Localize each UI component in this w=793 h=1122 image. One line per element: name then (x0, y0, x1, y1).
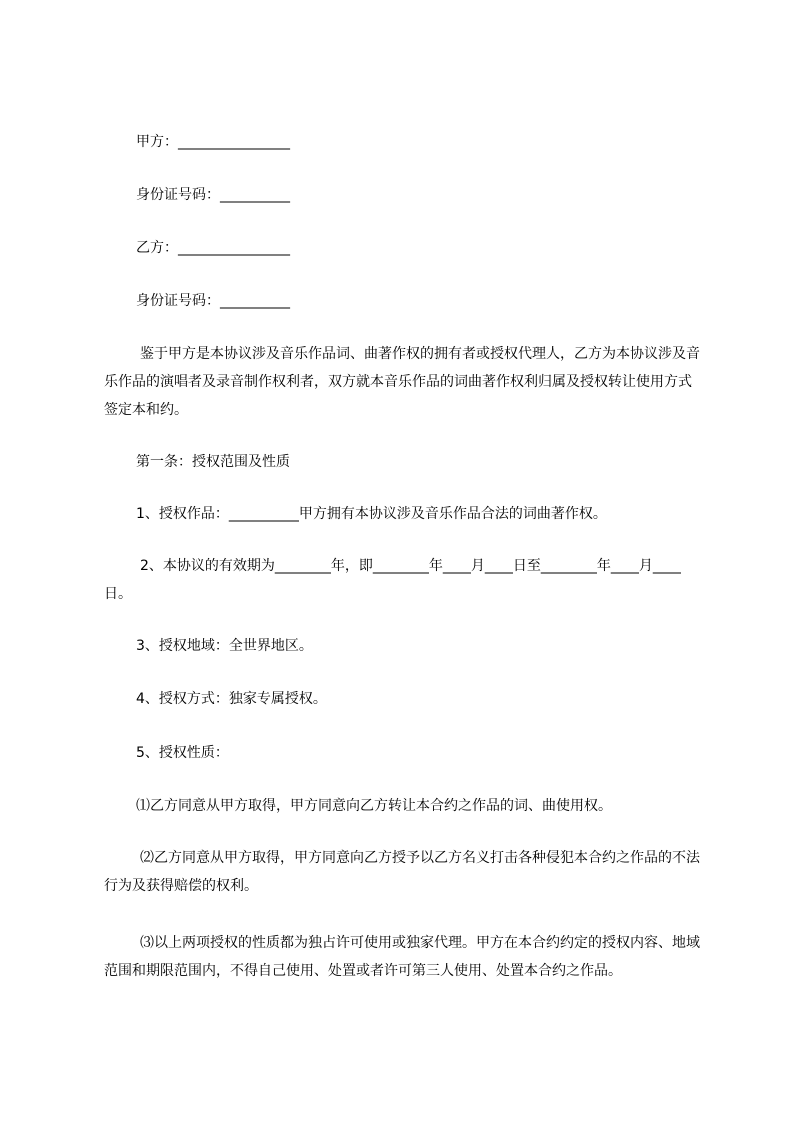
item-5-nature: 5、授权性质： (136, 745, 229, 761)
party-a-id-line: 身份证号码：__________ (136, 187, 290, 203)
preamble-paragraph: 鉴于甲方是本协议涉及音乐作品词、曲著作权的拥有者或授权代理人，乙方为本协议涉及音乐作品的演唱者及录音制作权利者，双方就本音乐作品的词曲著作权利归属及授权转让使用方式签定本和约。 (104, 346, 700, 418)
sub-item-1: ⑴乙方同意从甲方取得，甲方同意向乙方转让本合约之作品的词、曲使用权。 (136, 798, 612, 814)
article-1-title: 第一条：授权范围及性质 (136, 454, 290, 470)
party-b-line: 乙方：________________ (136, 240, 290, 256)
item-1-works: 1、授权作品：__________甲方拥有本协议涉及音乐作品合法的词曲著作权。 (136, 506, 607, 522)
item-3-territory: 3、授权地域：全世界地区。 (136, 638, 313, 654)
party-a-line: 甲方：________________ (136, 134, 290, 150)
sub-item-2: ⑵乙方同意从甲方取得，甲方同意向乙方授予以乙方名义打击各种侵犯本合约之作品的不法行为及获得赔偿的权利。 (104, 850, 700, 894)
party-b-id-line: 身份证号码：__________ (136, 293, 290, 309)
item-4-method: 4、授权方式：独家专属授权。 (136, 691, 327, 707)
item-2-term: 2、本协议的有效期为________年，即________年____月____日至________年____月____日。 (104, 558, 681, 602)
sub-item-3: ⑶以上两项授权的性质都为独占许可使用或独家代理。甲方在本合约约定的授权内容、地域范围和期限范围内，不得自己使用、处置或者许可第三人使用、处置本合约之作品。 (104, 935, 700, 979)
